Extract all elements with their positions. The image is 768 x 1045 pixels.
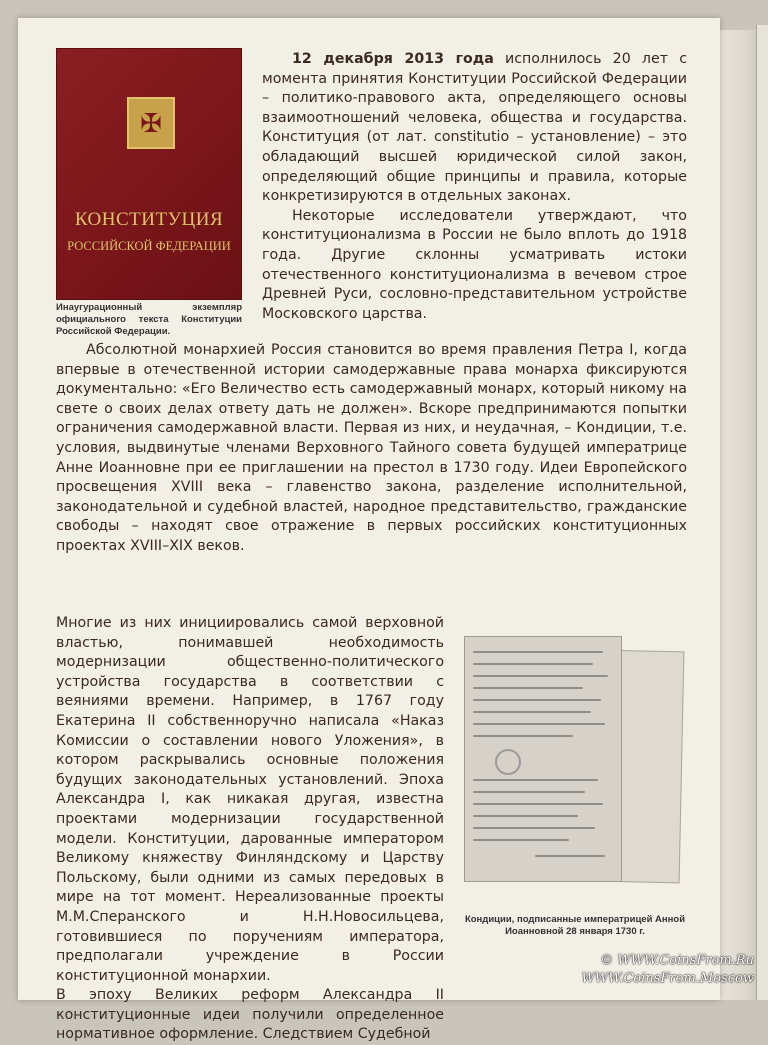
next-page-edge xyxy=(756,25,768,1000)
paragraph-1-text: исполнилось 20 лет с момента принятия Конституции Российской Федерации – политико-правового акта, определяющего основы взаимоотношений человека, общества и государства. Конституция (от лат. constitutio – установление) – это обладающий высшей юридической силой закон, определяющий общие принципы и правила, которые конкретизируются в отдельных законах. xyxy=(262,51,687,205)
document-caption: Кондиции, подписанные императрицей Анной Иоанновной 28 января 1730 г. xyxy=(464,914,686,937)
constitution-cover-image xyxy=(56,48,242,300)
article-column-top xyxy=(262,50,687,324)
konditsii-document-image xyxy=(464,636,684,884)
paragraph-5: В эпоху Великих реформ Александра II конституционные идеи получили определенное нормативное оформление. Следствием Судебной xyxy=(56,987,444,1043)
watermark xyxy=(582,952,755,988)
article-column-bottom xyxy=(56,614,444,1045)
document-front-sheet xyxy=(464,636,622,882)
paragraph-3: Абсолютной монархией Россия становится во время правления Петра I, когда впервые в отечественной истории самодержавные права монарха фиксируются документально: «Его Величество есть самодержавный монарх, который никому на свете о своих делах ответу дать не должен». Вскоре предпринимаются попытки ограничения самодержавной власти. Первая из них, и неудачная, – Кондиции, т.е. условия, выдвинутые членами Верховного Тайного совета будущей императрице Анне Иоанновне при ее приглашении на престол в 1730 году. Идеи Европейского просвещения XVIII века – главенство закона, разделение исполнительной, законодательной и судебной властей, народное представительство, гражданские свободы – находят свое отражение в первых российских конституционных проектах XVIII–XIX веков. xyxy=(56,342,687,554)
paragraph-2: Некоторые исследователи утверждают, что конституционализма в России не было вплоть до 1918 года. Другие склонны усматривать истоки отечественного конституционализма в вечевом строе Древней Руси, сословно-представительном устройстве Московского царства. xyxy=(262,207,687,322)
paragraph-1 xyxy=(262,50,687,207)
cover-caption: Инаугурационный экземпляр официального текста Конституции Российской Федерации. xyxy=(56,302,242,337)
double-headed-eagle-icon: ✠ xyxy=(127,97,175,149)
article-full-width xyxy=(56,341,687,557)
paragraph-1-date: 12 декабря 2013 года xyxy=(292,51,494,67)
wax-seal-icon xyxy=(495,749,521,775)
cover-title: КОНСТИТУЦИЯ xyxy=(74,209,224,230)
watermark-line-2: WWW.CoinsFrom.Moscow xyxy=(581,971,754,986)
paragraph-4: Многие из них инициировались самой верховной властью, понимавшей необходимость модернизации общественно-политического устройства государства в соответствии с веяниями времени. Например, в 1767 году Екатерина II собственноручно написала «Наказ Комиссии о составлении нового Уложения», в котором раскрывались основные положения будущих законодательных установлений. Эпоха Александра I, как никакая другая, известна проектами модернизации государственной модели. Конституции, дарованные императором Великому княжеству Финляндскому и Царству Польскому, были одними из самых передовых в мире на тот момент. Нереализованные проекты М.М.Сперанского и Н.Н.Новосильцева, готовившиеся по поручениям императора, предполагали учреждение в России конституционной монархии. xyxy=(56,615,444,984)
cover-subtitle: РОССИЙСКОЙ ФЕДЕРАЦИИ xyxy=(67,239,231,253)
watermark-line-1: © WWW.CoinsFrom.Ru xyxy=(600,953,754,968)
